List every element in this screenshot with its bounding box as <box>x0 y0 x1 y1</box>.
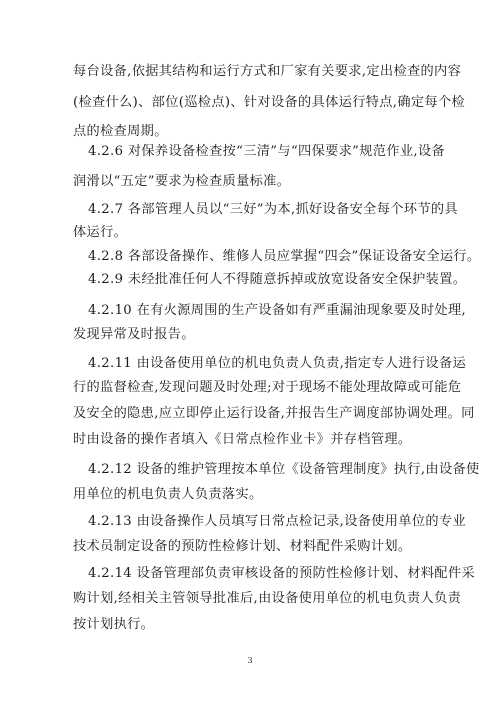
text-line: 4.2.13 由设备操作人员填写日常点检记录,设备使用单位的专业 <box>88 514 467 529</box>
text-line: 时由设备的操作者填入《日常点检作业卡》并存档管理。 <box>73 432 412 447</box>
text-line: 4.2.8 各部设备操作、维修人员应掌握“四会”保证设备安全运行。 <box>88 249 481 264</box>
text-line: 及安全的隐患,应立即停止运行设备,并报告生产调度部协调处理。同 <box>73 406 475 421</box>
text-line: 按计划执行。 <box>73 617 155 632</box>
text-line: 4.2.11 由设备使用单位的机电负责人负责,指定专人进行设备运 <box>88 356 467 371</box>
text-line: 润滑以“五定”要求为检查质量标准。 <box>73 174 291 189</box>
text-line: 4.2.10 在有火源周围的生产设备如有严重漏油现象要及时处理, <box>88 303 467 318</box>
text-line: 购计划,经相关主管领导批准后,由设备使用单位的机电负责人负责 <box>73 591 462 606</box>
text-line: 4.2.14 设备管理部负责审核设备的预防性检修计划、材料配件采 <box>88 566 476 581</box>
text-line: 发现异常及时报告。 <box>73 327 195 342</box>
text-line: 体运行。 <box>73 225 128 240</box>
text-line: 点的检查周期。 <box>73 124 168 139</box>
text-line: 每台设备,依据其结构和运行方式和厂家有关要求,定出检查的内容 <box>73 64 462 79</box>
text-line: 4.2.12 设备的维护管理按本单位《设备管理制度》执行,由设备使 <box>88 462 480 477</box>
text-line: 用单位的机电负责人负责落实。 <box>73 487 263 502</box>
text-line: 4.2.6 对保养设备检查按“三清”与“四保要求”规范作业,设备 <box>88 144 446 159</box>
text-line: 4.2.9 未经批准任何人不得随意拆掉或放宽设备安全保护装置。 <box>88 272 467 287</box>
text-line: 行的监督检查,发现问题及时处理;对于现场不能处理故障或可能危 <box>73 380 462 395</box>
text-line: (检查什么)、部位(巡检点)、针对设备的具体运行特点,确定每个检 <box>73 95 466 110</box>
text-line: 技术员制定设备的预防性检修计划、材料配件采购计划。 <box>73 539 412 554</box>
page-number: 3 <box>247 656 253 665</box>
text-line: 4.2.7 各部管理人员以“三好”为本,抓好设备安全每个环节的具 <box>88 202 458 217</box>
